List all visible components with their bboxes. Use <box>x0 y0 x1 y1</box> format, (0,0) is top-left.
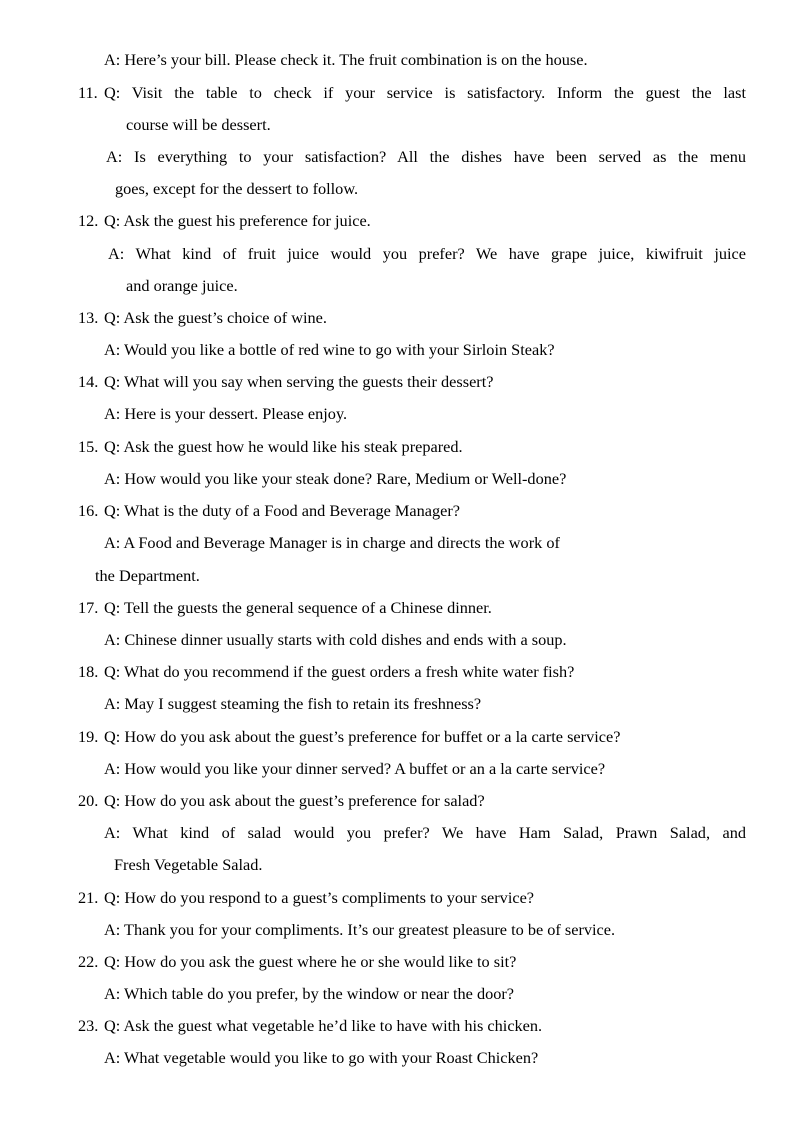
item-number: 11. <box>78 83 98 102</box>
item-number: 12. <box>78 211 99 230</box>
item-number: 23. <box>78 1016 99 1035</box>
question-line: Q: What is the duty of a Food and Beverage Manager? <box>104 501 460 520</box>
answer-line: A: What kind of salad would you prefer? We have Ham Salad, Prawn Salad, and <box>104 823 746 842</box>
question-line: Q: Ask the guest how he would like his steak prepared. <box>104 437 463 456</box>
question-line: Q: Ask the guest’s choice of wine. <box>104 308 327 327</box>
item-number: 18. <box>78 662 99 681</box>
answer-line: A: Here’s your bill. Please check it. The fruit combination is on the house. <box>104 50 588 69</box>
answer-line: A: Which table do you prefer, by the window or near the door? <box>104 984 515 1003</box>
answer-line: goes, except for the dessert to follow. <box>115 179 359 198</box>
question-line: Q: Visit the table to check if your service is satisfactory. Inform the guest the last <box>104 83 746 102</box>
answer-line: the Department. <box>95 566 200 585</box>
question-line: Q: Ask the guest his preference for juice. <box>104 211 371 230</box>
answer-line: A: Here is your dessert. Please enjoy. <box>104 404 348 423</box>
item-number: 19. <box>78 727 99 746</box>
item-number: 15. <box>78 437 99 456</box>
answer-line: A: A Food and Beverage Manager is in charge and directs the work of <box>104 533 560 552</box>
question-line: Q: How do you ask about the guest’s preference for salad? <box>104 791 485 810</box>
answer-line: A: Is everything to your satisfaction? All the dishes have been served as the menu <box>106 147 746 166</box>
answer-line: Fresh Vegetable Salad. <box>114 855 263 874</box>
question-line: Q: How do you ask the guest where he or she would like to sit? <box>104 952 517 971</box>
item-number: 13. <box>78 308 99 327</box>
item-number: 16. <box>78 501 99 520</box>
item-number: 20. <box>78 791 99 810</box>
question-line: Q: How do you respond to a guest’s compliments to your service? <box>104 888 535 907</box>
answer-line: A: Thank you for your compliments. It’s our greatest pleasure to be of service. <box>104 920 616 939</box>
answer-line: A: How would you like your dinner served? A buffet or an a la carte service? <box>104 759 606 778</box>
answer-line: A: May I suggest steaming the fish to retain its freshness? <box>104 694 482 713</box>
item-number: 17. <box>78 598 99 617</box>
answer-line: A: What vegetable would you like to go with your Roast Chicken? <box>104 1048 539 1067</box>
item-number: 22. <box>78 952 99 971</box>
question-line: Q: What will you say when serving the guests their dessert? <box>104 372 494 391</box>
question-line: Q: Ask the guest what vegetable he’d like to have with his chicken. <box>104 1016 543 1035</box>
answer-line: and orange juice. <box>126 276 238 295</box>
question-line: Q: Tell the guests the general sequence of a Chinese dinner. <box>104 598 492 617</box>
item-number: 21. <box>78 888 99 907</box>
answer-line: A: Would you like a bottle of red wine to go with your Sirloin Steak? <box>104 340 555 359</box>
answer-line: A: Chinese dinner usually starts with cold dishes and ends with a soup. <box>104 630 567 649</box>
item-number: 14. <box>78 372 99 391</box>
answer-line: A: What kind of fruit juice would you prefer? We have grape juice, kiwifruit juice <box>108 244 746 263</box>
question-line: Q: How do you ask about the guest’s preference for buffet or a la carte service? <box>104 727 621 746</box>
question-line: Q: What do you recommend if the guest orders a fresh white water fish? <box>104 662 575 681</box>
answer-line: A: How would you like your steak done? Rare, Medium or Well-done? <box>104 469 567 488</box>
question-line: course will be dessert. <box>126 115 271 134</box>
